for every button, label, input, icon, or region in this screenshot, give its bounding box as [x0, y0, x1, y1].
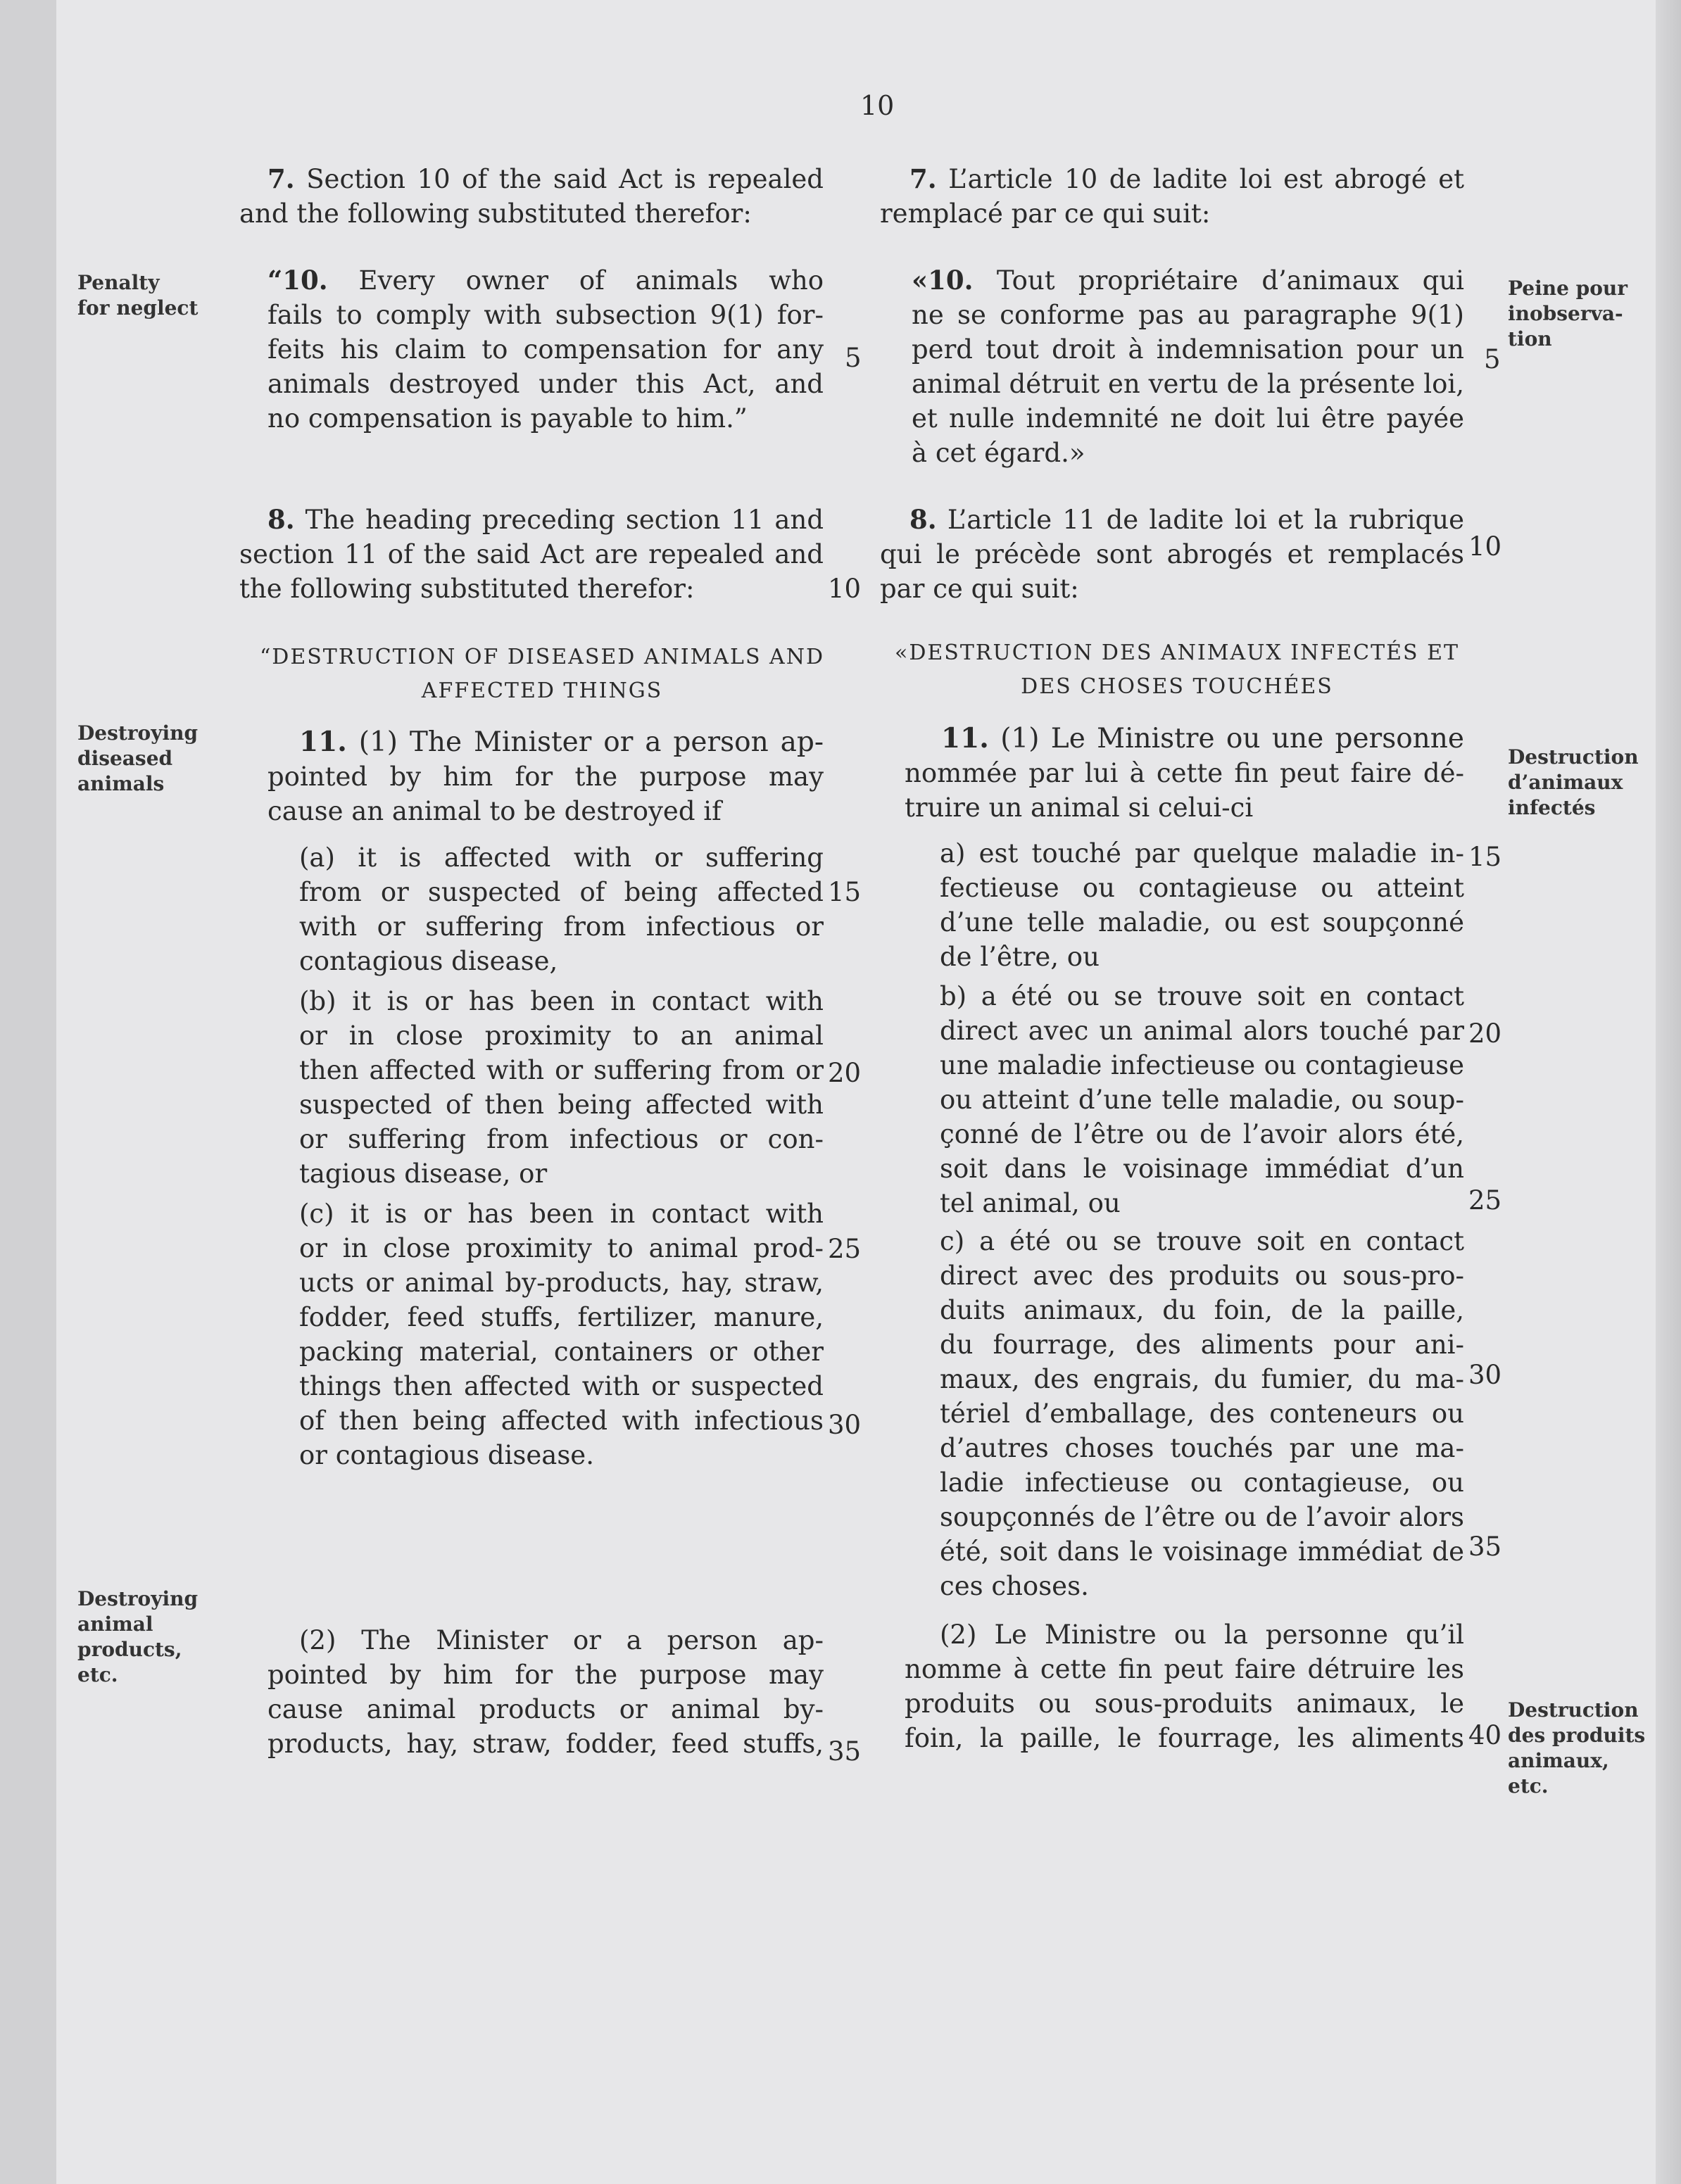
margin-note-destruction-produits: Destruction des produits animaux, etc. — [1508, 1698, 1646, 1798]
en-line-number: 10 — [828, 574, 862, 604]
fr-line-number: 20 — [1468, 1018, 1502, 1049]
en-line-number: 20 — [828, 1058, 862, 1088]
en-paragraph-c: (c) it is or has been in contact with or in close proximity to animal prod- ucts or animal by-products, hay, straw, fodder, feed stuffs, fertilizer, manure, packing material, containers or other things then affected with or suspected of then being affected with infectious or contagious disease. — [299, 1199, 824, 1470]
page-number: 10 — [860, 90, 895, 121]
en-section-7: 7. Section 10 of the said Act is repealed and the following substituted therefor: — [239, 163, 824, 229]
en-subsection-2: (2) The Minister or a person ap- pointed by him for the purpose may cause animal products or animal by- products, hay, straw, fodder, feed stuffs, — [267, 1625, 824, 1759]
fr-line-number: 25 — [1468, 1185, 1502, 1216]
en-section-8: 8. The heading preceding section 11 and section 11 of the said Act are repealed and the following substituted therefor: — [239, 504, 824, 604]
en-line-number: 15 — [828, 877, 862, 907]
fr-section-11-1: 11. (1) Le Ministre ou une personne nommée par lui à cette fin peut faire dé- truire un animal si celui-ci — [905, 722, 1464, 823]
en-line-number: 25 — [828, 1234, 862, 1264]
en-paragraph-b: (b) it is or has been in contact with or in close proximity to an animal then affected with or suffering from or suspected of then being affected with or suffering from infectious or con- tagious disease, or — [299, 986, 824, 1189]
en-line-number: 35 — [828, 1736, 862, 1767]
fr-paragraph-c: c) a été ou se trouve soit en contact direct avec des produits ou sous-pro- duits animaux, du foin, de la paille, du fourrage, des aliments pour ani- maux, des engrais, du fumier, du ma- tériel d’emballage, des conteneurs ou d’autres choses touchés par une ma- ladie infectieuse ou contagieuse, ou soupçonnés de l’être ou de l’avoir alors été, soit dans le voisinage immédiat de ces choses. — [940, 1226, 1464, 1601]
en-new-section-10: “10. Every owner of animals who fails to comply with subsection 9(1) for- feits his claim to compensation for any animals destroyed under this Act, and no compensation is payable to him.” — [267, 265, 824, 434]
fr-line-number: 30 — [1468, 1360, 1502, 1390]
margin-note-penalty: Penalty for neglect — [77, 271, 199, 320]
margin-note-peine: Peine pour inobserva- tion — [1508, 277, 1628, 351]
fr-heading: «DESTRUCTION DES ANIMAUX INFECTÉS ET DES CHOSES TOUCHÉES — [895, 640, 1459, 699]
fr-section-8: 8. L’article 11 de ladite loi et la rubrique qui le précède sont abrogés et remplacés par ce qui suit: — [880, 504, 1464, 604]
fr-line-number: 5 — [1484, 344, 1501, 374]
en-heading: “DESTRUCTION OF DISEASED ANIMALS AND AFFECTED THINGS — [259, 645, 825, 703]
scan-left-edge — [0, 0, 56, 2184]
margin-note-destruction-animaux: Destruction d’animaux infectés — [1508, 745, 1639, 819]
en-paragraph-a: (a) it is affected with or suffering from or suspected of being affected with or suffering from infectious or contagious disease, — [299, 842, 824, 976]
fr-subsection-2: (2) Le Ministre ou la personne qu’il nomme à cette fin peut faire détruire les produits ou sous-produits animaux, le foin, la paille, le fourrage, les aliments — [905, 1620, 1464, 1753]
en-section-11-1: 11. (1) The Minister or a person ap- pointed by him for the purpose may cause an animal to be destroyed if — [267, 726, 824, 826]
fr-paragraph-a: a) est touché par quelque maladie in- fectieuse ou contagieuse ou atteint d’une telle maladie, ou est soupçonné de l’être, ou — [940, 838, 1464, 972]
scan-right-edge — [1656, 0, 1681, 2184]
fr-section-7: 7. L’article 10 de ladite loi est abrogé et remplacé par ce qui suit: — [880, 163, 1464, 229]
fr-line-number: 10 — [1468, 531, 1502, 562]
margin-note-destroying-diseased: Destroying diseased animals — [77, 721, 199, 795]
fr-line-number: 40 — [1468, 1720, 1502, 1750]
en-line-number: 5 — [845, 343, 862, 373]
fr-new-section-10: «10. Tout propriétaire d’animaux qui ne se conforme pas au paragraphe 9(1) perd tout droit à indemnisation pour un animal détruit en vertu de la présente loi, et nulle indemnité ne doit lui être payée à cet égard.» — [912, 265, 1464, 468]
fr-line-number: 35 — [1468, 1532, 1502, 1562]
margin-note-destroying-products: Destroying animal products, etc. — [77, 1587, 199, 1686]
en-line-number: 30 — [828, 1410, 862, 1440]
fr-paragraph-b: b) a été ou se trouve soit en contact direct avec un animal alors touché par une maladie infectieuse ou contagieuse ou atteint d’une telle maladie, ou soup- çonné de l’être ou de l’avoir alors été, soit dans le voisinage immédiat d’un tel animal, ou — [940, 981, 1464, 1218]
fr-line-number: 15 — [1468, 842, 1502, 872]
